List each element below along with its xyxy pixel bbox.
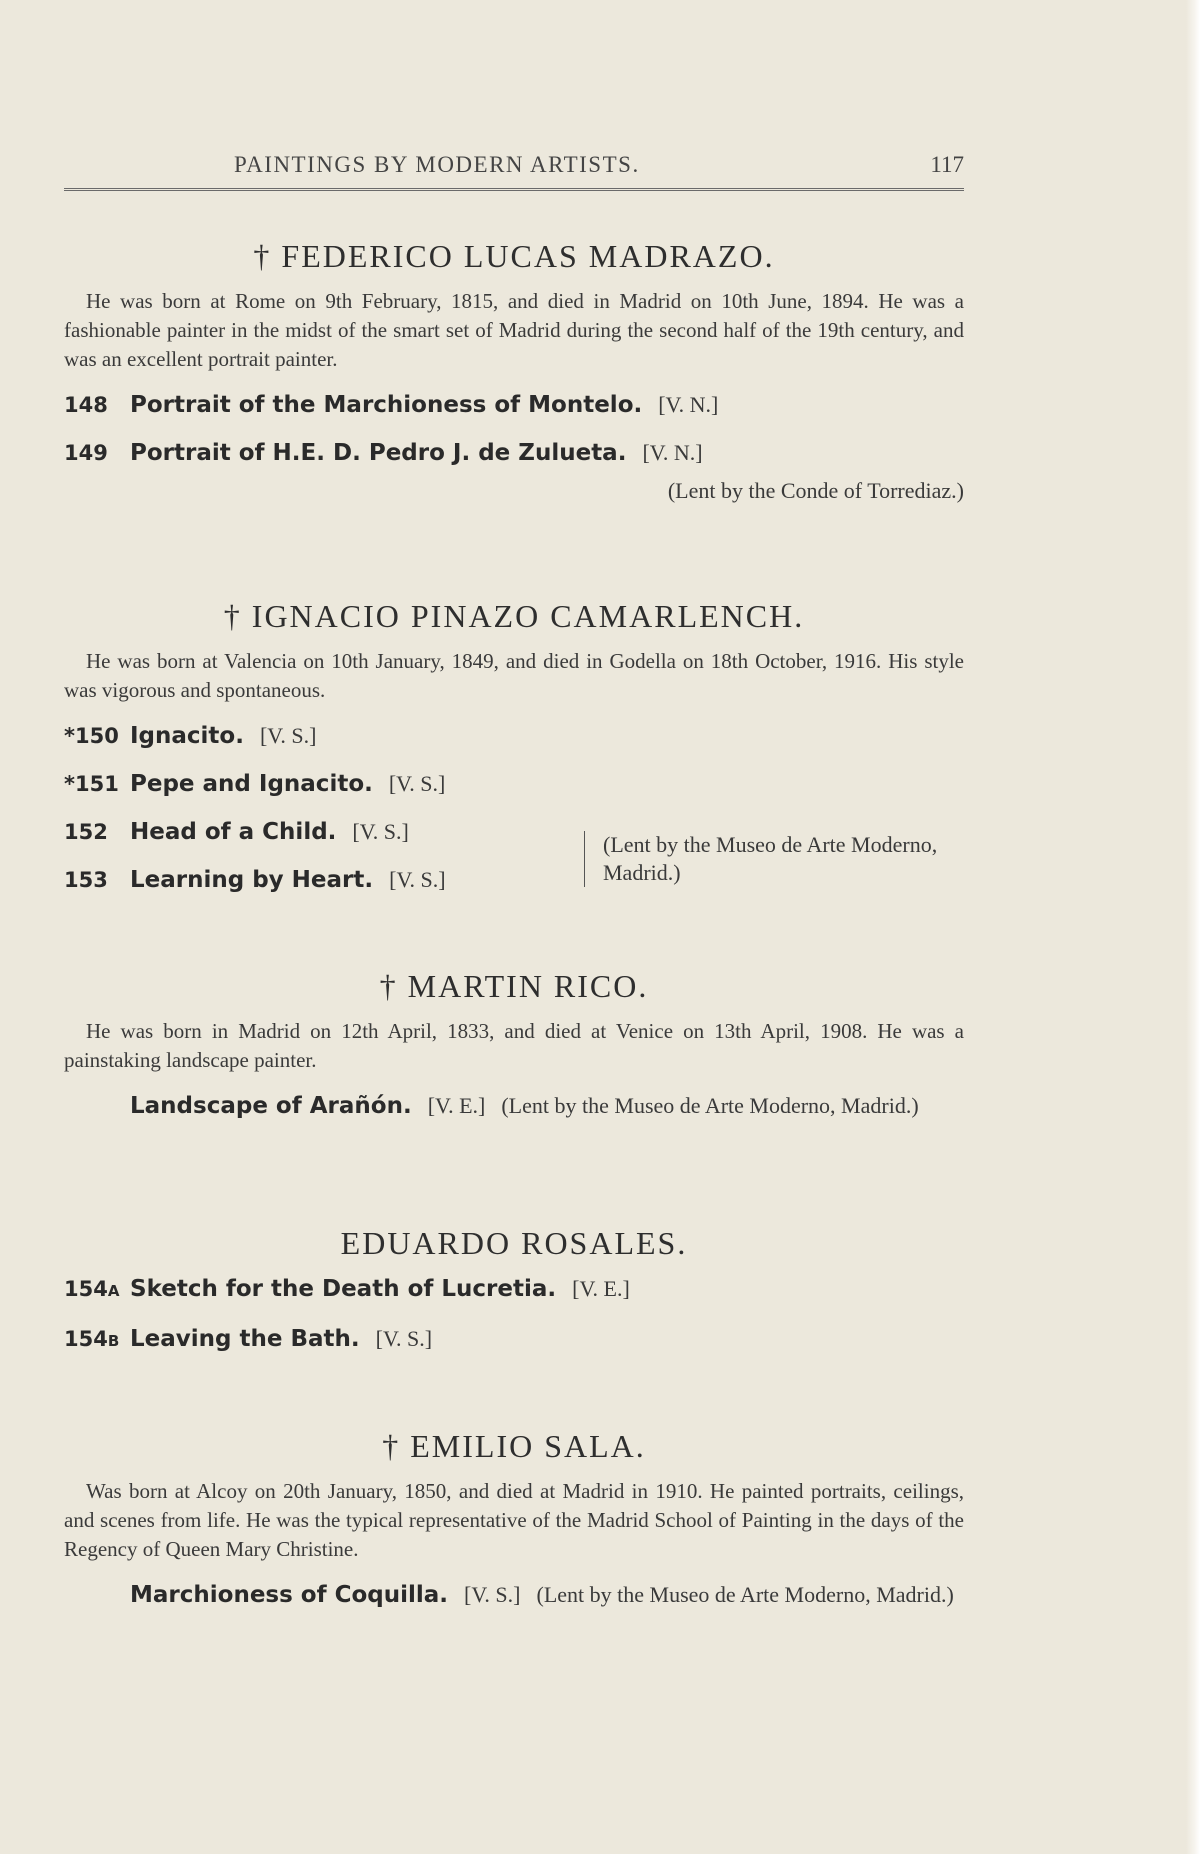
- artist-name: † MARTIN RICO.: [379, 968, 649, 1004]
- artist-bio: Was born at Alcoy on 20th January, 1850, and died at Madrid in 1910. He painted portraits, ceilings, and scenes from life. He was the typical representative of the Madrid School of Painting in the days of the Regency of Queen Mary Christine.: [64, 1479, 964, 1561]
- bracketed-entries: [64, 817, 964, 895]
- entry-number-base: 154: [64, 1277, 108, 1301]
- catalogue-entry: [64, 1274, 964, 1306]
- entry-collection: [V. S.]: [352, 819, 409, 844]
- entry-title: Pepe and Ignacito.: [130, 771, 373, 797]
- artist-name: † EMILIO SALA.: [382, 1428, 646, 1464]
- page-edge: [1186, 0, 1200, 1854]
- lender-note: (Lent by the Museo de Arte Moderno, Madrid.): [536, 1582, 954, 1607]
- lender-note: (Lent by the Conde of Torrediaz.): [667, 478, 964, 503]
- entry-title: Learning by Heart.: [130, 867, 374, 893]
- entry-number-suffix: A: [107, 1282, 120, 1300]
- artist-bio: He was born at Rome on 9th February, 1815, and died in Madrid on 10th June, 1894. He was a fashionable painter in the midst of the smart set of Madrid during the second half of the 19th century, and was an excellent portrait painter.: [64, 289, 964, 371]
- entry-title: Head of a Child.: [130, 819, 337, 845]
- entry-title: Sketch for the Death of Lucretia.: [130, 1276, 557, 1302]
- entry-number: *150: [64, 724, 119, 748]
- catalogue-entry: [64, 721, 964, 751]
- entry-number: 149: [64, 441, 108, 465]
- artist-name: † IGNACIO PINAZO CAMARLENCH.: [223, 598, 805, 634]
- catalogue-entry: [64, 1324, 964, 1356]
- entry-collection: [V. S.]: [389, 867, 446, 892]
- lender-note: (Lent by the Museo de Arte Moderno, Madrid.): [584, 831, 983, 887]
- artist-bio: He was born at Valencia on 10th January, 1849, and died in Godella on 18th October, 1916. His style was vigorous and spontaneous.: [64, 649, 964, 702]
- lender-note: (Lent by the Museo de Arte Moderno, Madrid.): [501, 1093, 919, 1118]
- entry-number: 148: [64, 393, 108, 417]
- entry-number: [64, 1091, 124, 1121]
- entry-collection: [V. E.]: [427, 1093, 486, 1118]
- catalogue-entry: [64, 390, 964, 420]
- catalogue-entry: [64, 1580, 964, 1610]
- entry-collection: [V. N.]: [642, 440, 703, 465]
- entry-title: Leaving the Bath.: [130, 1326, 360, 1352]
- artist-section-madrazo: [64, 238, 964, 520]
- artist-section-rosales: [64, 1225, 964, 1374]
- artist-name: † FEDERICO LUCAS MADRAZO.: [253, 238, 775, 274]
- entry-number: 152: [64, 820, 108, 844]
- entry-title: Marchioness of Coquilla.: [130, 1582, 449, 1608]
- running-title: PAINTINGS BY MODERN ARTISTS.: [234, 152, 640, 177]
- entry-collection: [V. S.]: [375, 1326, 433, 1351]
- entry-collection: [V. E.]: [572, 1276, 630, 1301]
- artist-name: EDUARDO ROSALES.: [340, 1225, 688, 1261]
- entry-collection: [V. S.]: [259, 723, 317, 748]
- entry-collection: [V. S.]: [464, 1582, 521, 1607]
- page-header: [64, 148, 964, 191]
- entry-title: Portrait of H.E. D. Pedro J. de Zulueta.: [130, 440, 627, 466]
- entry-number: 153: [64, 868, 108, 892]
- entry-number-base: 154: [64, 1327, 108, 1351]
- artist-section-rico: [64, 968, 964, 1139]
- artist-bio: He was born in Madrid on 12th April, 1833, and died at Venice on 13th April, 1908. He was a painstaking landscape painter.: [64, 1019, 964, 1072]
- entry-collection: [V. S.]: [388, 771, 446, 796]
- artist-section-pinazo: [64, 598, 964, 913]
- entry-collection: [V. N.]: [658, 392, 719, 417]
- entry-number: [64, 1324, 124, 1356]
- artist-section-sala: [64, 1428, 964, 1628]
- entry-number: [64, 1274, 124, 1306]
- page-number: 117: [930, 152, 964, 177]
- entry-title: Portrait of the Marchioness of Montelo.: [130, 392, 643, 418]
- entry-number-suffix: B: [107, 1332, 120, 1350]
- catalogue-entry: [64, 1091, 964, 1121]
- entry-title: Landscape of Arañón.: [130, 1093, 412, 1119]
- entry-title: Ignacito.: [130, 723, 244, 749]
- entry-number: [64, 1580, 124, 1610]
- entry-number: *151: [64, 772, 119, 796]
- catalogue-entry: [64, 438, 964, 468]
- catalogue-entry: [64, 769, 964, 799]
